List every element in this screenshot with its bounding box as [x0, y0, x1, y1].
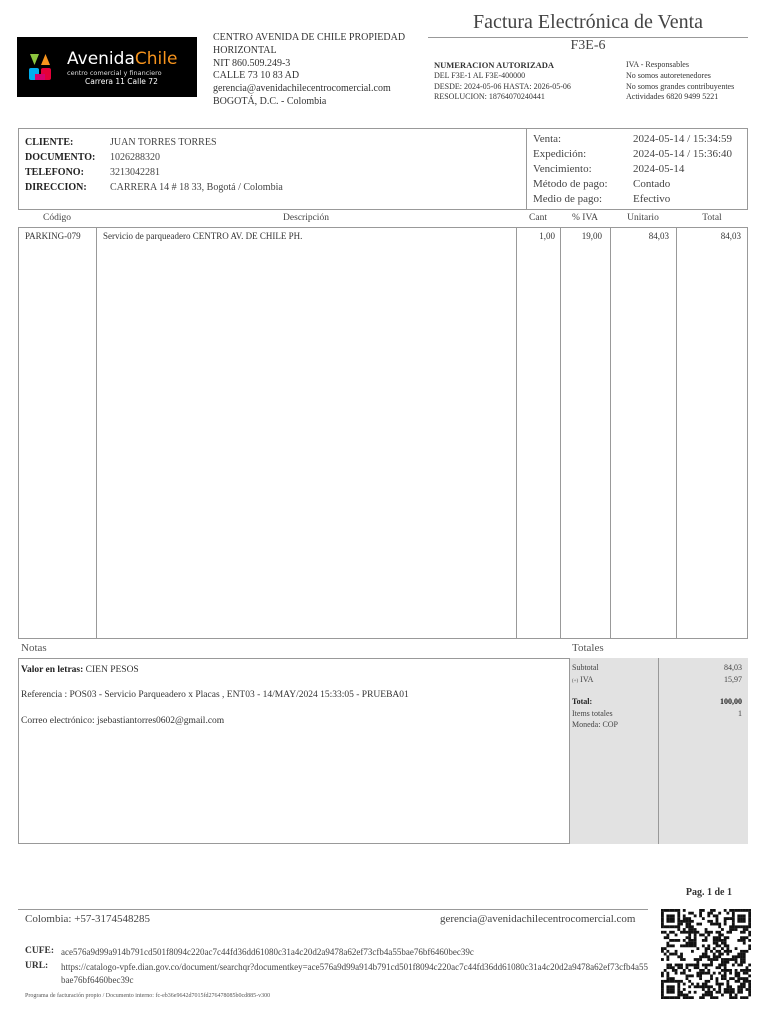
- footer-divider: [18, 909, 648, 910]
- payment-means: Efectivo: [633, 193, 671, 205]
- tax-info-line: Actividades 6820 9499 5221: [626, 92, 719, 102]
- tax-info-line: No somos grandes contribuyentes: [626, 81, 735, 91]
- sale-date: 2024-05-14 / 15:34:59: [633, 133, 732, 145]
- qr-code-icon: [661, 909, 751, 999]
- cufe-label: CUFE:: [25, 946, 55, 956]
- amount-in-words: [21, 665, 139, 675]
- issue-date: 2024-05-14 / 15:36:40: [633, 148, 732, 160]
- company-logo: [17, 37, 197, 97]
- iva-label: IVA: [580, 675, 594, 684]
- logo-address: Carrera 11 Calle 72: [85, 77, 158, 86]
- issuer-nit: NIT 860.509.249-3: [213, 57, 291, 69]
- total-value: 100,00: [720, 697, 742, 706]
- phone-label: TELEFONO:: [25, 167, 84, 178]
- iva-label-row: [572, 675, 593, 684]
- authorization-dates: DESDE: 2024-05-06 HASTA: 2026-05-06: [434, 81, 571, 91]
- issuer-info: [213, 32, 418, 109]
- header-code: Código: [43, 213, 71, 223]
- client-labels: [25, 135, 95, 195]
- client-label: CLIENTE:: [25, 137, 74, 148]
- totals-heading: Totales: [572, 642, 604, 654]
- cufe-value: ace576a9d99a914b791cd501f8094c220ac7c44fd36dd61080c31a4c20d2a9478a62ef73cfb4a55bae76bf6460bec39c: [61, 947, 474, 957]
- address-label: DIRECCION:: [25, 182, 87, 193]
- row-unit-price: 84,03: [648, 231, 669, 241]
- client-address: CARRERA 14 # 18 33, Bogotá / Colombia: [110, 182, 283, 193]
- authorization-range: DEL F3E-1 AL F3E-400000: [434, 70, 526, 80]
- header-description: Descripción: [283, 213, 329, 223]
- invoice-title: Factura Electrónica de Venta: [472, 11, 704, 33]
- header-vat: % IVA: [572, 213, 598, 223]
- header-total: Total: [702, 213, 722, 223]
- footer-phone: Colombia: +57-3174548285: [25, 913, 151, 925]
- due-date-label: Vencimiento:: [533, 163, 592, 175]
- qr-code-graphic: [661, 909, 751, 999]
- authorization-block: [434, 60, 624, 103]
- items-table: [18, 227, 748, 639]
- due-date: 2024-05-14: [633, 163, 685, 175]
- logo-brand-a: Avenida: [67, 49, 135, 69]
- footer-email: gerencia@avenidachilecentrocomercial.com: [440, 913, 636, 925]
- reference-note: Referencia : POS03 - Servicio Parqueadero x Placas , ENT03 - 14/MAY/2024 15:33:05 - PRUEBA01: [21, 690, 409, 700]
- payment-method: Contado: [633, 178, 671, 190]
- client-values: [110, 135, 283, 195]
- logo-brand-b: Chile: [134, 49, 178, 69]
- amount-in-words-label: Valor en letras:: [21, 665, 84, 675]
- authorization-title: NUMERACION AUTORIZADA: [434, 60, 555, 70]
- column-divider: [96, 227, 97, 639]
- client-divider: [526, 128, 527, 210]
- sale-date-label: Venta:: [533, 133, 562, 145]
- issuer-name-2: HORIZONTAL: [213, 44, 277, 56]
- dian-verification-link[interactable]: https://catalogo-vpfe.dian.gov.co/document/searchqr?documentkey=ace576a9d99a914b791cd501f8094c220ac7c44fd36dd61080c31a4c20d2a9478a62ef73cfb4a55bae76bf6460bec39c: [61, 962, 649, 985]
- issue-date-label: Expedición:: [533, 148, 587, 160]
- sale-labels: [533, 132, 608, 207]
- column-divider: [610, 227, 611, 639]
- total-label: Total:: [572, 697, 593, 706]
- column-divider: [560, 227, 561, 639]
- tax-info-line: No somos autoretenedores: [626, 70, 711, 80]
- client-document: 1026288320: [110, 152, 160, 163]
- column-divider: [676, 227, 677, 639]
- row-quantity: 1,00: [539, 231, 555, 241]
- row-code: PARKING-079: [25, 231, 81, 241]
- issuer-address: CALLE 73 10 83 AD: [213, 70, 300, 82]
- totals-divider: [658, 658, 659, 844]
- row-vat: 19,00: [581, 231, 602, 241]
- issuer-name-1: CENTRO AVENIDA DE CHILE PROPIEDAD: [213, 32, 406, 43]
- row-description: Servicio de parqueadero CENTRO AV. DE CHILE PH.: [103, 231, 303, 241]
- program-info: Programa de facturación propio / Documento interno: fc-eb36e9642d7015fd276478085b0cd885-v300: [25, 993, 271, 999]
- logo-tagline: centro comercial y financiero: [67, 69, 162, 77]
- client-name: JUAN TORRES TORRES: [110, 137, 217, 148]
- invoice-number: F3E-6: [570, 38, 606, 53]
- currency: Moneda: COP: [572, 720, 618, 729]
- subtotal-value: 84,03: [724, 663, 742, 672]
- header-unit-price: Unitario: [627, 213, 659, 223]
- authorization-resolution: RESOLUCION: 18764070240441: [434, 92, 545, 102]
- sale-values: [633, 132, 732, 207]
- items-total-value: 1: [738, 709, 742, 718]
- iva-prefix: (+): [572, 679, 579, 684]
- payment-method-label: Método de pago:: [533, 178, 608, 190]
- tax-info-line: IVA - Responsables: [626, 60, 689, 69]
- page-number: Pag. 1 de 1: [685, 887, 732, 898]
- document-label: DOCUMENTO:: [25, 152, 96, 163]
- issuer-city: BOGOTÁ, D.C. - Colombia: [213, 95, 327, 107]
- client-email-note: Correo electrónico: jsebastiantorres0602@gmail.com: [21, 716, 225, 726]
- iva-value: 15,97: [724, 675, 742, 684]
- payment-means-label: Medio de pago:: [533, 193, 603, 205]
- items-total-label: Items totales: [572, 709, 613, 718]
- issuer-email: gerencia@avenidachilecentrocomercial.com: [213, 83, 391, 95]
- notes-heading: Notas: [21, 642, 47, 654]
- client-phone: 3213042281: [110, 167, 160, 178]
- amount-in-words-value: CIEN PESOS: [85, 665, 139, 675]
- tax-info: [626, 60, 761, 103]
- header-quantity: Cant: [529, 213, 547, 223]
- row-total: 84,03: [720, 231, 741, 241]
- subtotal-label: Subtotal: [572, 663, 599, 672]
- url-label: URL:: [25, 961, 49, 971]
- column-divider: [516, 227, 517, 639]
